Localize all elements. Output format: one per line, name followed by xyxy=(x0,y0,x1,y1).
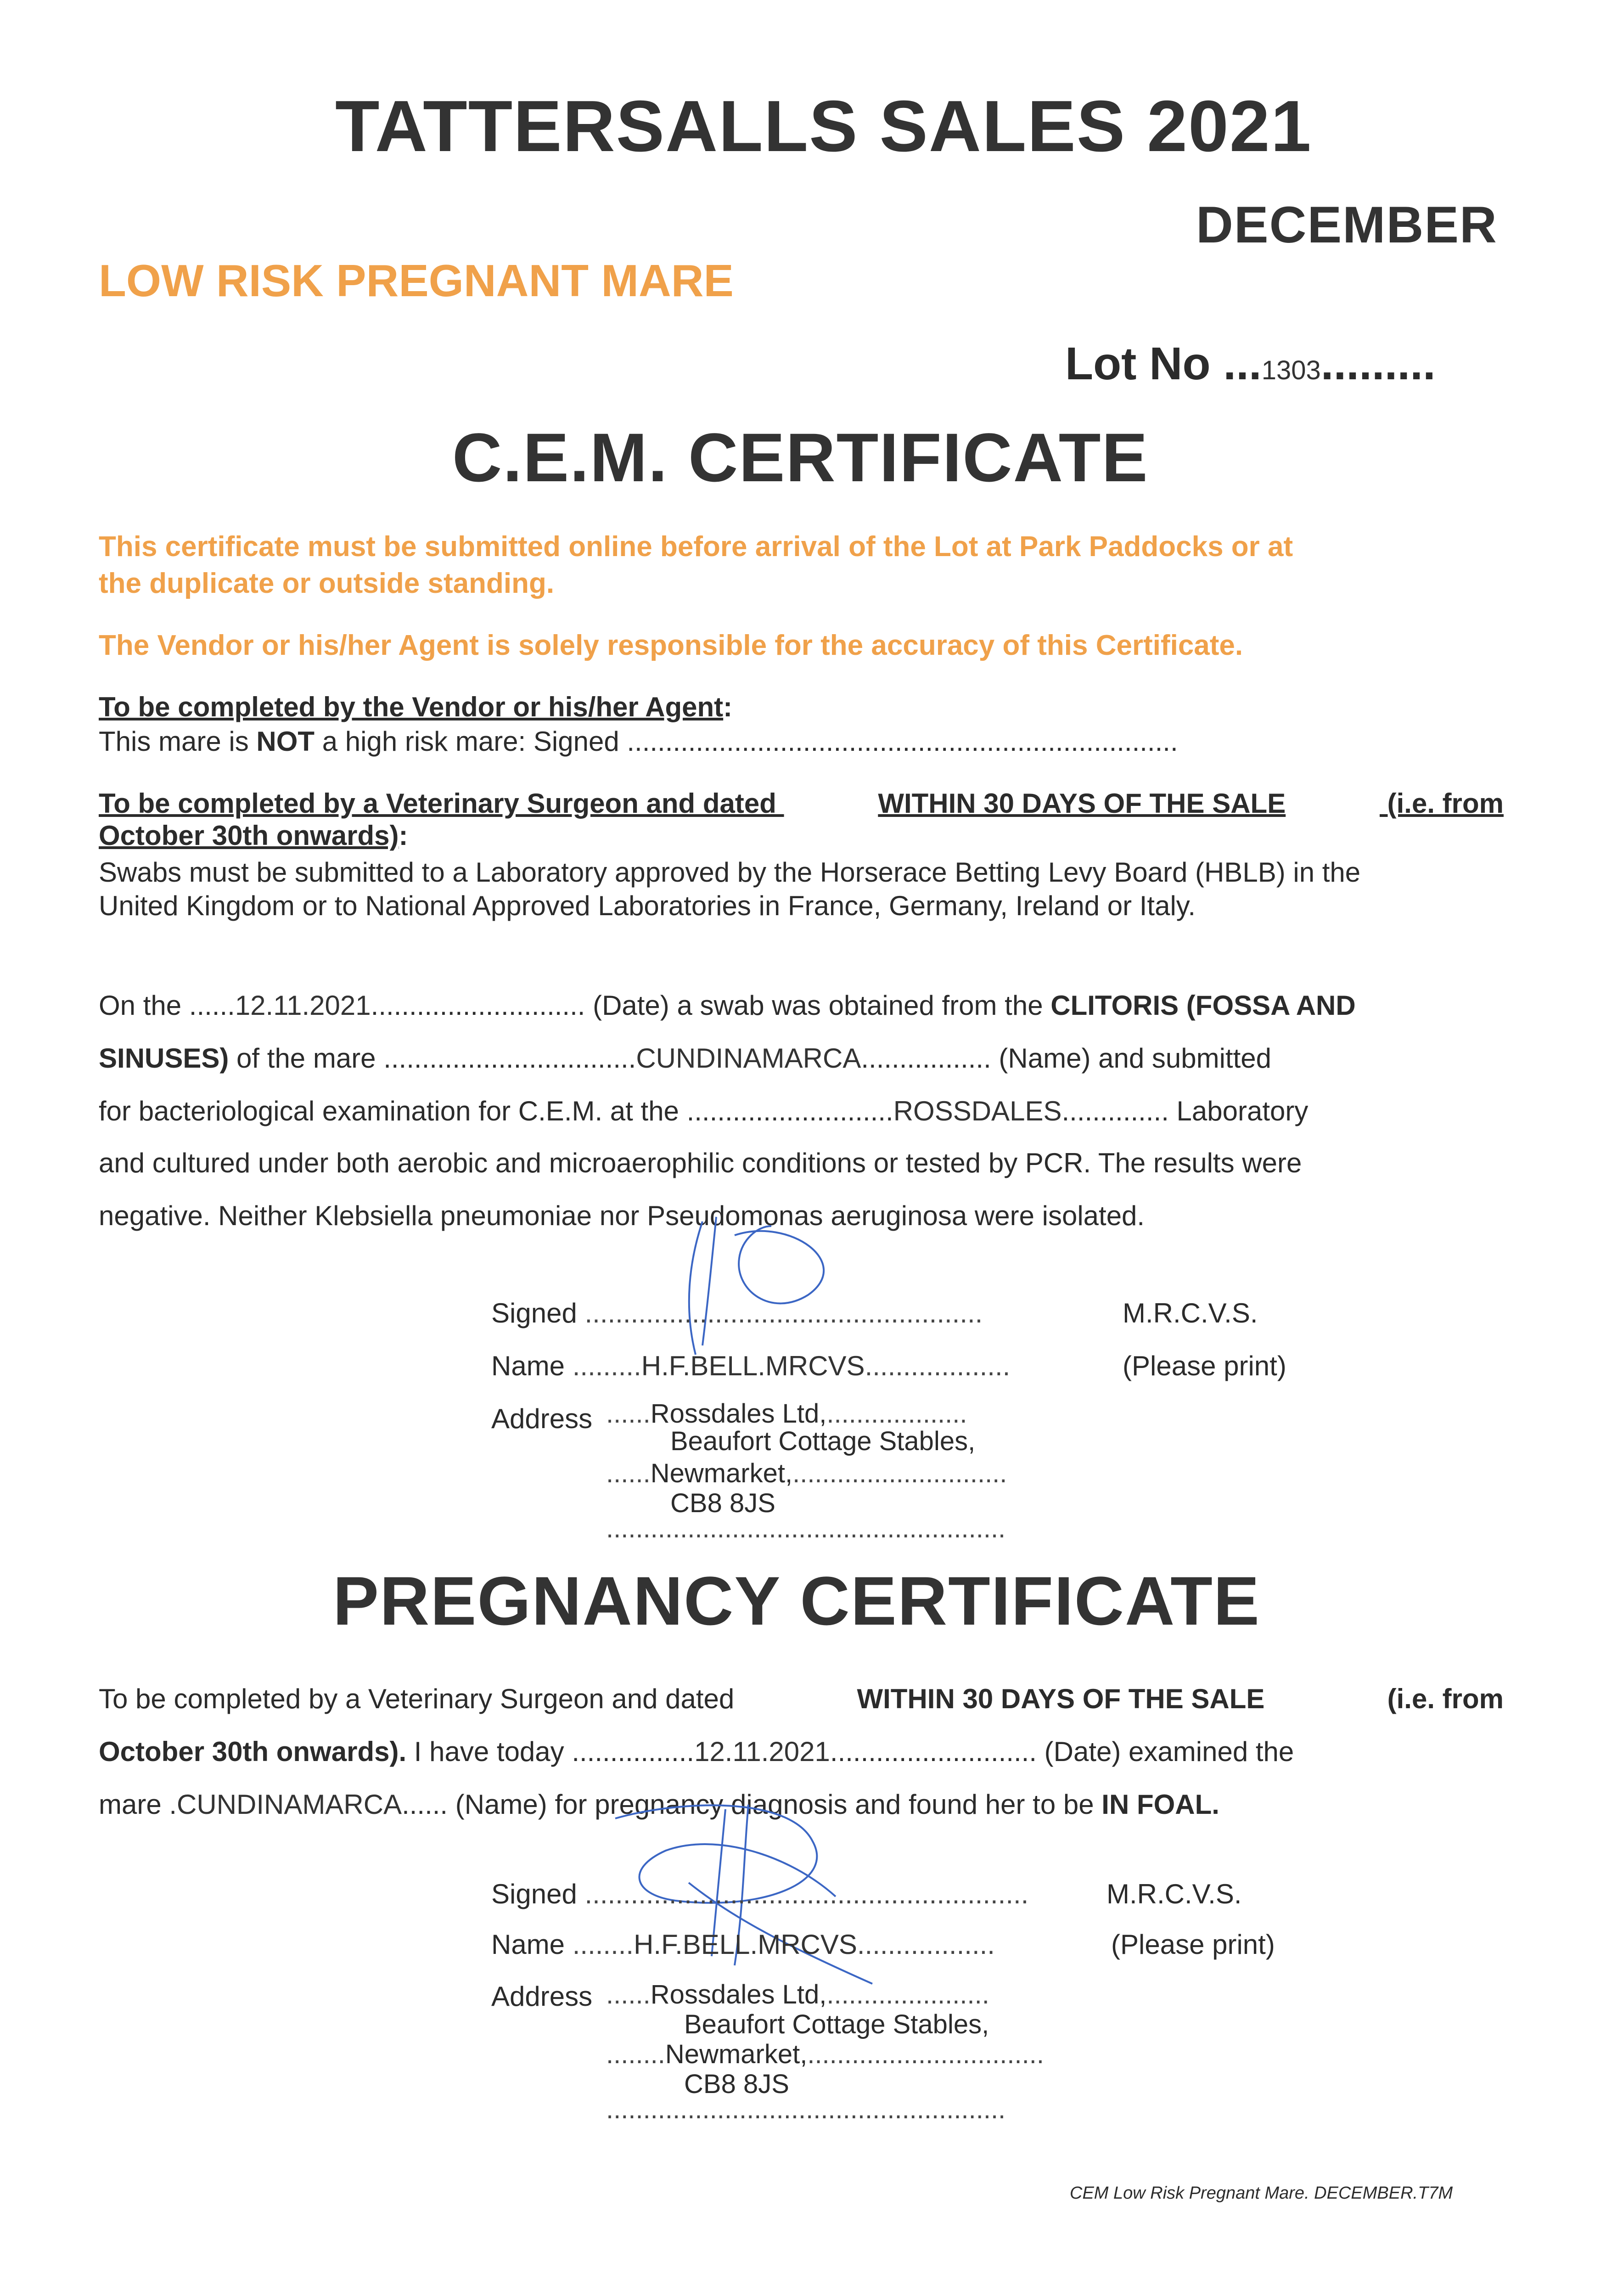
preg-address-label: Address xyxy=(491,1981,593,2012)
vendor-heading-colon: : xyxy=(723,692,733,722)
vet-heading-line2 xyxy=(99,822,408,850)
cem-signed-dots: .................................................... xyxy=(584,1298,983,1328)
cem-address-line3 xyxy=(606,1460,1007,1487)
laboratory-name: ROSSDALES xyxy=(893,1096,1062,1126)
cem-para-line4: and cultured under both aerobic and microaerophilic conditions or tested by PCR. The results were xyxy=(99,1148,1302,1178)
preg-l1b: WITHIN 30 DAYS OF THE SALE xyxy=(857,1683,1265,1714)
preg-name-label: Name xyxy=(491,1929,565,1960)
lot-number-line xyxy=(1065,338,1436,390)
lot-label: Lot No ... xyxy=(1065,338,1262,389)
pregnancy-title: PREGNANCY CERTIFICATE xyxy=(333,1562,1260,1639)
preg-addr-dots1b: ...................... xyxy=(826,1980,989,2009)
vet-heading-colon: : xyxy=(399,820,408,851)
cem-para-2c: ................. (Name) and submitted xyxy=(861,1043,1272,1074)
cem-para-1c: CLITORIS (FOSSA AND xyxy=(1050,990,1356,1021)
swab-date: 12.11.2021 xyxy=(235,990,371,1021)
cem-name-label: Name xyxy=(491,1351,565,1381)
sale-month: DECEMBER xyxy=(1196,196,1498,253)
cem-addr-dots3b: ............................. xyxy=(792,1458,1007,1488)
sale-title: TATTERSALLS SALES 2021 xyxy=(335,86,1312,167)
cem-name-dots-b: ................... xyxy=(865,1351,1011,1381)
cem-signature-scribble xyxy=(597,1208,854,1359)
cem-addr3: Newmarket, xyxy=(650,1458,793,1488)
cem-para-2a: SINUSES) xyxy=(99,1043,229,1074)
certificate-category: LOW RISK PREGNANT MARE xyxy=(99,255,734,306)
cem-notice-line1: This certificate must be submitted online before arrival of the Lot at Park Paddocks or at xyxy=(99,531,1293,563)
footer-reference: CEM Low Risk Pregnant Mare. DECEMBER.T7M xyxy=(1070,2183,1453,2203)
cem-address-line2: Beaufort Cottage Stables, xyxy=(670,1426,976,1456)
preg-vet-name: H.F.BELL.MRCVS xyxy=(634,1929,857,1960)
vet-heading-line1 xyxy=(99,790,1504,817)
preg-name-dots-a: ........ xyxy=(572,1929,634,1960)
cem-para-line1 xyxy=(99,992,1504,1019)
preg-l1c: (i.e. from xyxy=(1379,1683,1504,1714)
vet-heading-c: (i.e. from xyxy=(1379,788,1504,819)
cem-para-3b: .............. Laboratory xyxy=(1061,1096,1309,1126)
cem-para-2b: of the mare ................................. xyxy=(229,1043,636,1074)
cem-signature-graphic xyxy=(597,1208,854,1359)
vendor-line-b: a high risk mare: Signed ........................................................................ xyxy=(314,726,1178,757)
preg-l1a: To be completed by a Veterinary Surgeon and dated xyxy=(99,1683,742,1714)
preg-l3a: mare . xyxy=(99,1789,177,1820)
preg-addr-dots1: ...... xyxy=(606,1980,651,2009)
vet-heading-l2: October 30th onwards) xyxy=(99,820,399,851)
preg-l2a: October 30th onwards). xyxy=(99,1736,407,1767)
preg-signed-row xyxy=(491,1880,1028,1908)
vendor-line-a: This mare is xyxy=(99,726,257,757)
cem-vet-name: H.F.BELL.MRCVS xyxy=(641,1351,865,1381)
cem-signed-row xyxy=(491,1300,983,1327)
cem-address-dots-bottom: ...................................................... xyxy=(606,1514,1006,1543)
cem-para-line2 xyxy=(99,1045,1271,1072)
preg-mare-name: CUNDINAMARCA xyxy=(177,1789,402,1820)
cem-name-row xyxy=(491,1352,1010,1380)
preg-address-line4: CB8 8JS xyxy=(684,2069,789,2099)
preg-addr-dots3b: ................................ xyxy=(807,2039,1044,2069)
preg-line2 xyxy=(99,1738,1294,1766)
preg-l2c: ........................... (Date) examined the xyxy=(830,1736,1294,1767)
preg-signed-dots: .......................................................... xyxy=(584,1879,1029,1909)
preg-address-line2: Beaufort Cottage Stables, xyxy=(684,2009,989,2039)
cem-title: C.E.M. CERTIFICATE xyxy=(452,419,1149,496)
vet-heading-b: WITHIN 30 DAYS OF THE SALE xyxy=(878,788,1286,819)
preg-name-dots-b: .................. xyxy=(857,1929,995,1960)
cem-address-label: Address xyxy=(491,1403,593,1434)
cem-para-1b: ............................ (Date) a swab was obtained from the xyxy=(371,990,1051,1021)
preg-l3b: ...... (Name) for pregnancy diagnosis and found her to be xyxy=(402,1789,1102,1820)
preg-address-dots-bottom: ...................................................... xyxy=(606,2094,1006,2124)
cem-name-dots-a: ......... xyxy=(572,1351,641,1381)
cem-signed-label: Signed xyxy=(491,1298,577,1328)
preg-please-print: (Please print) xyxy=(1111,1929,1275,1960)
cem-please-print: (Please print) xyxy=(1123,1351,1286,1381)
vendor-heading xyxy=(99,693,732,721)
cem-addr1: Rossdales Ltd, xyxy=(650,1399,827,1429)
cem-para-line5: negative. Neither Klebsiella pneumoniae nor Pseudomonas aeruginosa were isolated. xyxy=(99,1200,1145,1231)
preg-addr1: Rossdales Ltd, xyxy=(650,1980,827,2009)
cem-address-line1 xyxy=(606,1401,967,1427)
vendor-heading-text: To be completed by the Vendor or his/her Agent xyxy=(99,692,724,722)
lot-trail: ......... xyxy=(1320,338,1436,389)
swab-instructions-line2: United Kingdom or to National Approved Laboratories in France, Germany, Ireland or Italy. xyxy=(99,890,1196,921)
cem-mare-name: CUNDINAMARCA xyxy=(636,1043,861,1074)
preg-line1 xyxy=(99,1685,1504,1713)
cem-notice-line2: the duplicate or outside standing. xyxy=(99,568,555,599)
cem-address-line4: CB8 8JS xyxy=(670,1488,775,1518)
cem-addr-dots1: ...... xyxy=(606,1399,651,1429)
cem-addr-dots3: ...... xyxy=(606,1458,651,1488)
cem-mrcvs: M.R.C.V.S. xyxy=(1123,1298,1258,1328)
preg-name-row xyxy=(491,1931,995,1958)
cem-para-3a: for bacteriological examination for C.E.M. at the ........................... xyxy=(99,1096,893,1126)
preg-addr-dots3: ........ xyxy=(606,2039,665,2069)
swab-instructions-line1: Swabs must be submitted to a Laboratory approved by the Horserace Betting Levy Board (HBLB) in the xyxy=(99,857,1361,888)
cem-para-1a: On the ...... xyxy=(99,990,235,1021)
preg-addr3: Newmarket, xyxy=(665,2039,808,2069)
preg-l2b: I have today ................ xyxy=(406,1736,695,1767)
vendor-line-not: NOT xyxy=(256,726,315,757)
preg-date: 12.11.2021 xyxy=(694,1736,830,1767)
preg-signed-label: Signed xyxy=(491,1879,577,1909)
lot-number: 1303 xyxy=(1261,355,1321,385)
cem-para-line3 xyxy=(99,1097,1308,1125)
vet-heading-a: To be completed by a Veterinary Surgeon and dated xyxy=(99,788,784,819)
preg-address-line1 xyxy=(606,1981,989,2008)
vendor-declaration xyxy=(99,728,1178,755)
preg-l3c: IN FOAL. xyxy=(1101,1789,1219,1820)
cem-notice-responsibility: The Vendor or his/her Agent is solely responsible for the accuracy of this Certificate. xyxy=(99,630,1243,661)
cem-addr-dots1b: ................... xyxy=(826,1399,967,1429)
preg-mrcvs: M.R.C.V.S. xyxy=(1106,1879,1242,1909)
preg-address-line3 xyxy=(606,2041,1044,2068)
